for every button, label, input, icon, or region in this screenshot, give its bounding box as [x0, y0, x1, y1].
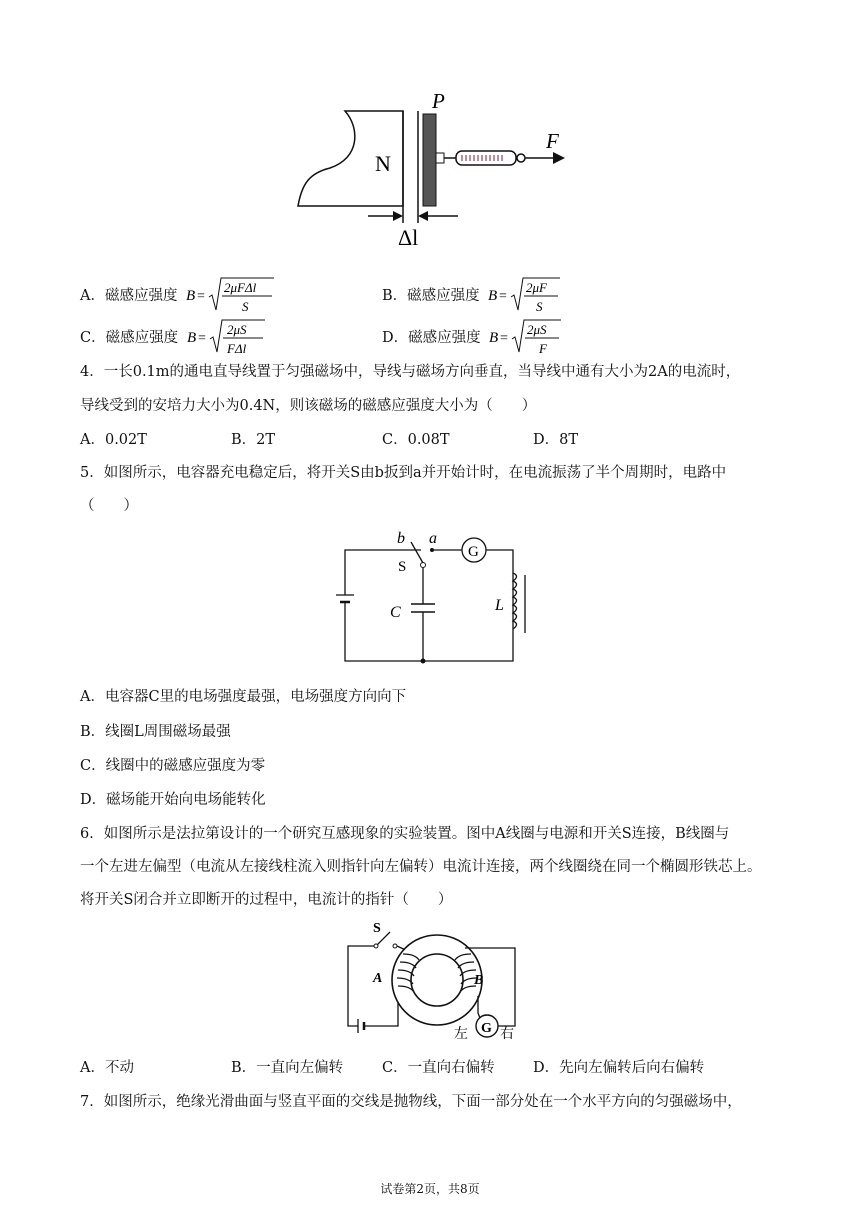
q4-option-a: A．0.02T	[80, 432, 147, 448]
label-s: S	[373, 921, 381, 936]
q4-line1: 4．一长0.1m的通电直导线置于匀强磁场中，导线与磁场方向垂直，当导线中通有大小为2A的电流时，	[80, 364, 741, 380]
q6-line2: 一个左进左偏型（电流从左接线柱流入则指针向左偏转）电流计连接，两个线圈绕在同一个椭圆形铁芯上。	[80, 859, 762, 875]
page-footer: 试卷第2页，共8页	[380, 1182, 480, 1196]
svg-text:B: B	[186, 330, 196, 346]
label-left: 左	[454, 1027, 468, 1042]
q3-option-a: A．磁感应强度 B = 2μFΔl S	[80, 275, 276, 317]
num-a: 2μFΔl	[224, 280, 257, 295]
q6-option-b: B．一直向左偏转	[231, 1060, 344, 1076]
den-a: S	[242, 299, 249, 314]
label-a: A	[373, 971, 383, 986]
q7-line1: 7．如图所示，绝缘光滑曲面与竖直平面的交线是抛物线，下面一部分处在一个水平方向的匀强磁场中，	[80, 1094, 742, 1110]
svg-text:=: =	[499, 289, 508, 304]
label-g: G	[481, 1021, 492, 1036]
magnet-plate-figure	[290, 88, 580, 250]
faraday-ring-figure	[340, 918, 525, 1043]
q5-line2: （ ）	[80, 498, 138, 514]
svg-text:=: =	[500, 331, 509, 346]
q3-option-d: D．磁感应强度 B = 2μS F	[382, 317, 569, 359]
label-b: B	[474, 973, 484, 988]
q3-option-c: C．磁感应强度 B = 2μS FΔl	[80, 317, 269, 359]
q5-option-c: C．线圈中的磁感应强度为零	[80, 758, 266, 774]
lc-circuit-figure	[335, 525, 535, 670]
label-p: P	[432, 89, 445, 113]
q6-line1: 6．如图所示是法拉第设计的一个研究互感现象的实验装置。图中A线圈与电源和开关S连接，B线圈与	[80, 826, 730, 842]
q4-option-c: C．0.08T	[382, 432, 450, 448]
svg-text:B: B	[186, 288, 196, 304]
den-b: S	[536, 299, 543, 314]
svg-text:=: =	[197, 331, 206, 346]
plate-p	[423, 114, 436, 206]
formula-a	[186, 275, 276, 317]
q4-option-d: D．8T	[533, 432, 579, 448]
num-c: 2μS	[226, 322, 247, 337]
q4-option-b: B．2T	[231, 432, 276, 448]
formula-b	[488, 275, 568, 317]
q4-line2: 导线受到的安培力大小为0.4N，则该磁场的磁感应强度大小为（ ）	[80, 398, 537, 414]
q5-option-b: B．线圈L周围磁场最强	[80, 724, 231, 740]
formula-c	[187, 317, 269, 359]
iron-ring-inner	[411, 954, 463, 1006]
q5-line1: 5．如图所示，电容器充电稳定后，将开关S由b扳到a并开始计时，在电流振荡了半个周期时，电路中	[80, 465, 727, 481]
q6-option-a: A．不动	[80, 1060, 134, 1076]
label-n: N	[375, 151, 391, 176]
den-d: F	[539, 341, 548, 356]
q5-option-a: A．电容器C里的电场强度最强，电场强度方向向下	[80, 689, 407, 705]
q5-option-d: D．磁场能开始向电场能转化	[80, 792, 266, 808]
svg-text:B: B	[489, 330, 499, 346]
label-l: L	[495, 597, 504, 614]
label-s: S	[398, 559, 407, 575]
label-b: b	[397, 530, 405, 547]
q3-option-b: B．磁感应强度 B = 2μF S	[382, 275, 568, 317]
label-f: F	[546, 129, 559, 153]
den-c: FΔl	[226, 341, 246, 356]
num-b: 2μF	[526, 280, 548, 295]
svg-text:B: B	[488, 288, 498, 304]
label-g: G	[468, 544, 479, 560]
label-a: a	[429, 530, 437, 547]
label-c: C	[390, 604, 401, 621]
q6-line3: 将开关S闭合并立即断开的过程中，电流计的指针（ ）	[80, 892, 453, 908]
num-d: 2μS	[527, 322, 547, 337]
q6-option-c: C．一直向右偏转	[382, 1060, 495, 1076]
formula-d	[489, 317, 569, 359]
q6-option-d: D．先向左偏转后向右偏转	[533, 1060, 705, 1076]
label-delta-l: Δl	[398, 225, 419, 250]
svg-text:=: =	[197, 289, 205, 304]
label-right: 右	[500, 1027, 514, 1042]
